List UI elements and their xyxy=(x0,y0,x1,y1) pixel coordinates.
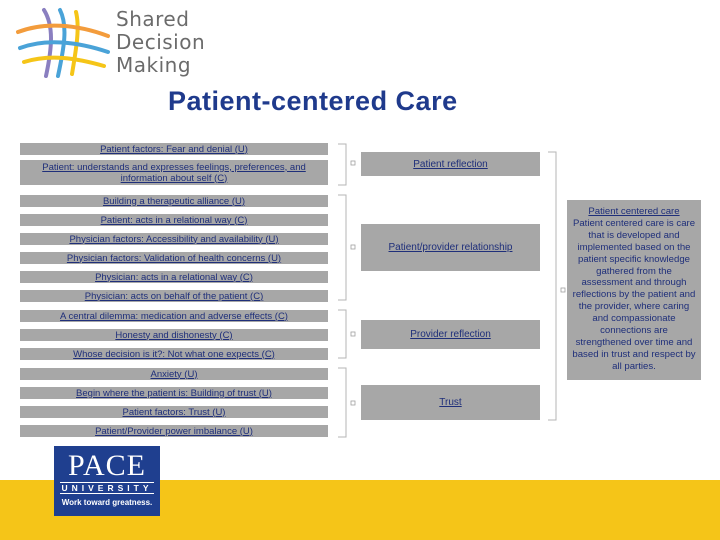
definition-heading: Patient centered care xyxy=(588,206,680,217)
code-item: Anxiety (U) xyxy=(20,368,328,380)
page-title: Patient-centered Care xyxy=(168,86,458,116)
code-item: Physician factors: Validation of health concerns (U) xyxy=(20,252,328,264)
code-item: Patient: acts in a relational way (C) xyxy=(20,214,328,226)
theme-box: Patient/provider relationship xyxy=(361,224,540,271)
code-item: Begin where the patient is: Building of trust (U) xyxy=(20,387,328,399)
pace-university-logo xyxy=(54,446,160,516)
pace-tagline: Work toward greatness. xyxy=(61,498,153,507)
code-item: Physician: acts on behalf of the patient (C) xyxy=(20,290,328,302)
bracket-provider-reflection xyxy=(338,310,346,358)
pace-wordmark: PACE xyxy=(68,449,146,482)
code-item: Physician factors: Accessibility and availability (U) xyxy=(20,233,328,245)
code-item: Patient/Provider power imbalance (U) xyxy=(20,425,328,437)
code-item: Whose decision is it?: Not what one expects (C) xyxy=(20,348,328,360)
bracket-trust xyxy=(338,368,346,437)
bracket-relationship xyxy=(338,195,346,300)
theme-box: Patient reflection xyxy=(361,152,540,176)
code-item: Physician: acts in a relational way (C) xyxy=(20,271,328,283)
code-item: Honesty and dishonesty (C) xyxy=(20,329,328,341)
logo-line-2: Decision xyxy=(116,30,206,54)
theme-box: Trust xyxy=(361,385,540,420)
code-item: Building a therapeutic alliance (U) xyxy=(20,195,328,207)
pace-subtitle: UNIVERSITY xyxy=(61,483,153,493)
code-item: Patient: understands and expresses feelings, preferences, and information about self (C) xyxy=(20,160,328,185)
definition-body: Patient centered care is care that is developed and implemented based on the patient specific knowledge gathered from the assessment and through reflections by the patient and the provider, where caring and compassionate connections are strengthened over time and based in trust and respect by all parties. xyxy=(572,217,696,372)
definition-box xyxy=(567,200,701,380)
bracket-patient-reflection xyxy=(338,144,346,185)
shared-decision-making-logo-icon xyxy=(14,6,112,78)
code-item: Patient factors: Fear and denial (U) xyxy=(20,143,328,155)
bracket-themes xyxy=(548,152,556,420)
theme-box: Provider reflection xyxy=(361,320,540,349)
code-item: Patient factors: Trust (U) xyxy=(20,406,328,418)
logo-wordmark xyxy=(116,8,266,77)
logo-line-3: Making xyxy=(116,53,192,77)
code-item: A central dilemma: medication and adverse effects (C) xyxy=(20,310,328,322)
logo-line-1: Shared xyxy=(116,7,190,31)
